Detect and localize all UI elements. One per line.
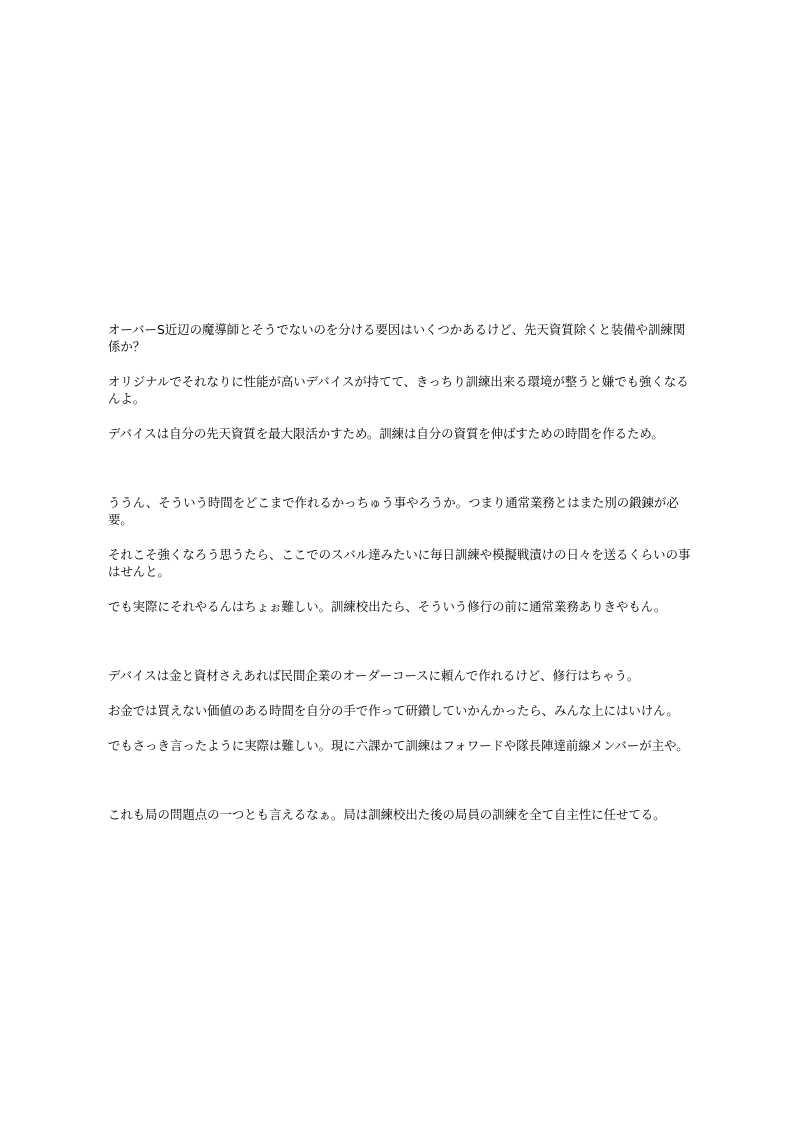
paragraph-5: それこそ強くなろう思うたら、ここでのスバル達みたいに毎日訓練や模擬戦漬けの日々を送るくらいの事はせんと。 xyxy=(108,547,691,579)
body-text xyxy=(108,321,693,823)
paragraph-7: デバイスは金と資材さえあれば民間企業のオーダーコースに頼んで作れるけど、修行はちゃう。 xyxy=(108,668,640,683)
paragraph-2: オリジナルでそれなりに性能が高いデバイスが持てて、きっちり訓練出来る環境が整うと嫌でも強くなるんよ。 xyxy=(108,374,689,406)
paragraph-4: ううん、そういう時間をどこまで作れるかっちゅう事やろうか。つまり通常業務とはまた別の鍛錬が必要。 xyxy=(108,495,679,527)
section-spacer xyxy=(108,442,693,494)
paragraph-spacer xyxy=(108,580,693,598)
paragraph-1: オーバーS近辺の魔導師とそうでないのを分ける要因はいくつかあるけど、先天資質除くと装備や訓練関係か？ xyxy=(108,322,686,354)
paragraph-8: お金では買えない価値のある時間を自分の手で作って研鑚していかんかったら、みんな上にはいけん。 xyxy=(108,703,679,718)
paragraph-spacer xyxy=(108,528,693,546)
paragraph-spacer xyxy=(108,355,693,373)
section-spacer xyxy=(108,615,693,667)
paragraph-9: でもさっき言ったように実際は難しい。現に六課かて訓練はフォワードや隊長陣達前線メンバーが主や。 xyxy=(108,738,689,753)
paragraph-spacer xyxy=(108,684,693,702)
section-spacer xyxy=(108,754,693,806)
paragraph-6: でも実際にそれやるんはちょぉ難しい。訓練校出たら、そういう修行の前に通常業務ありきやもん。 xyxy=(108,599,667,614)
paragraph-3: デバイスは自分の先天資質を最大限活かすため。訓練は自分の資質を伸ばすための時間を作るため。 xyxy=(108,426,664,441)
paragraph-spacer xyxy=(108,407,693,425)
paragraph-10: これも局の問題点の一つとも言えるなぁ。局は訓練校出た後の局員の訓練を全て自主性に任せてる。 xyxy=(108,807,666,822)
paragraph-spacer xyxy=(108,719,693,737)
